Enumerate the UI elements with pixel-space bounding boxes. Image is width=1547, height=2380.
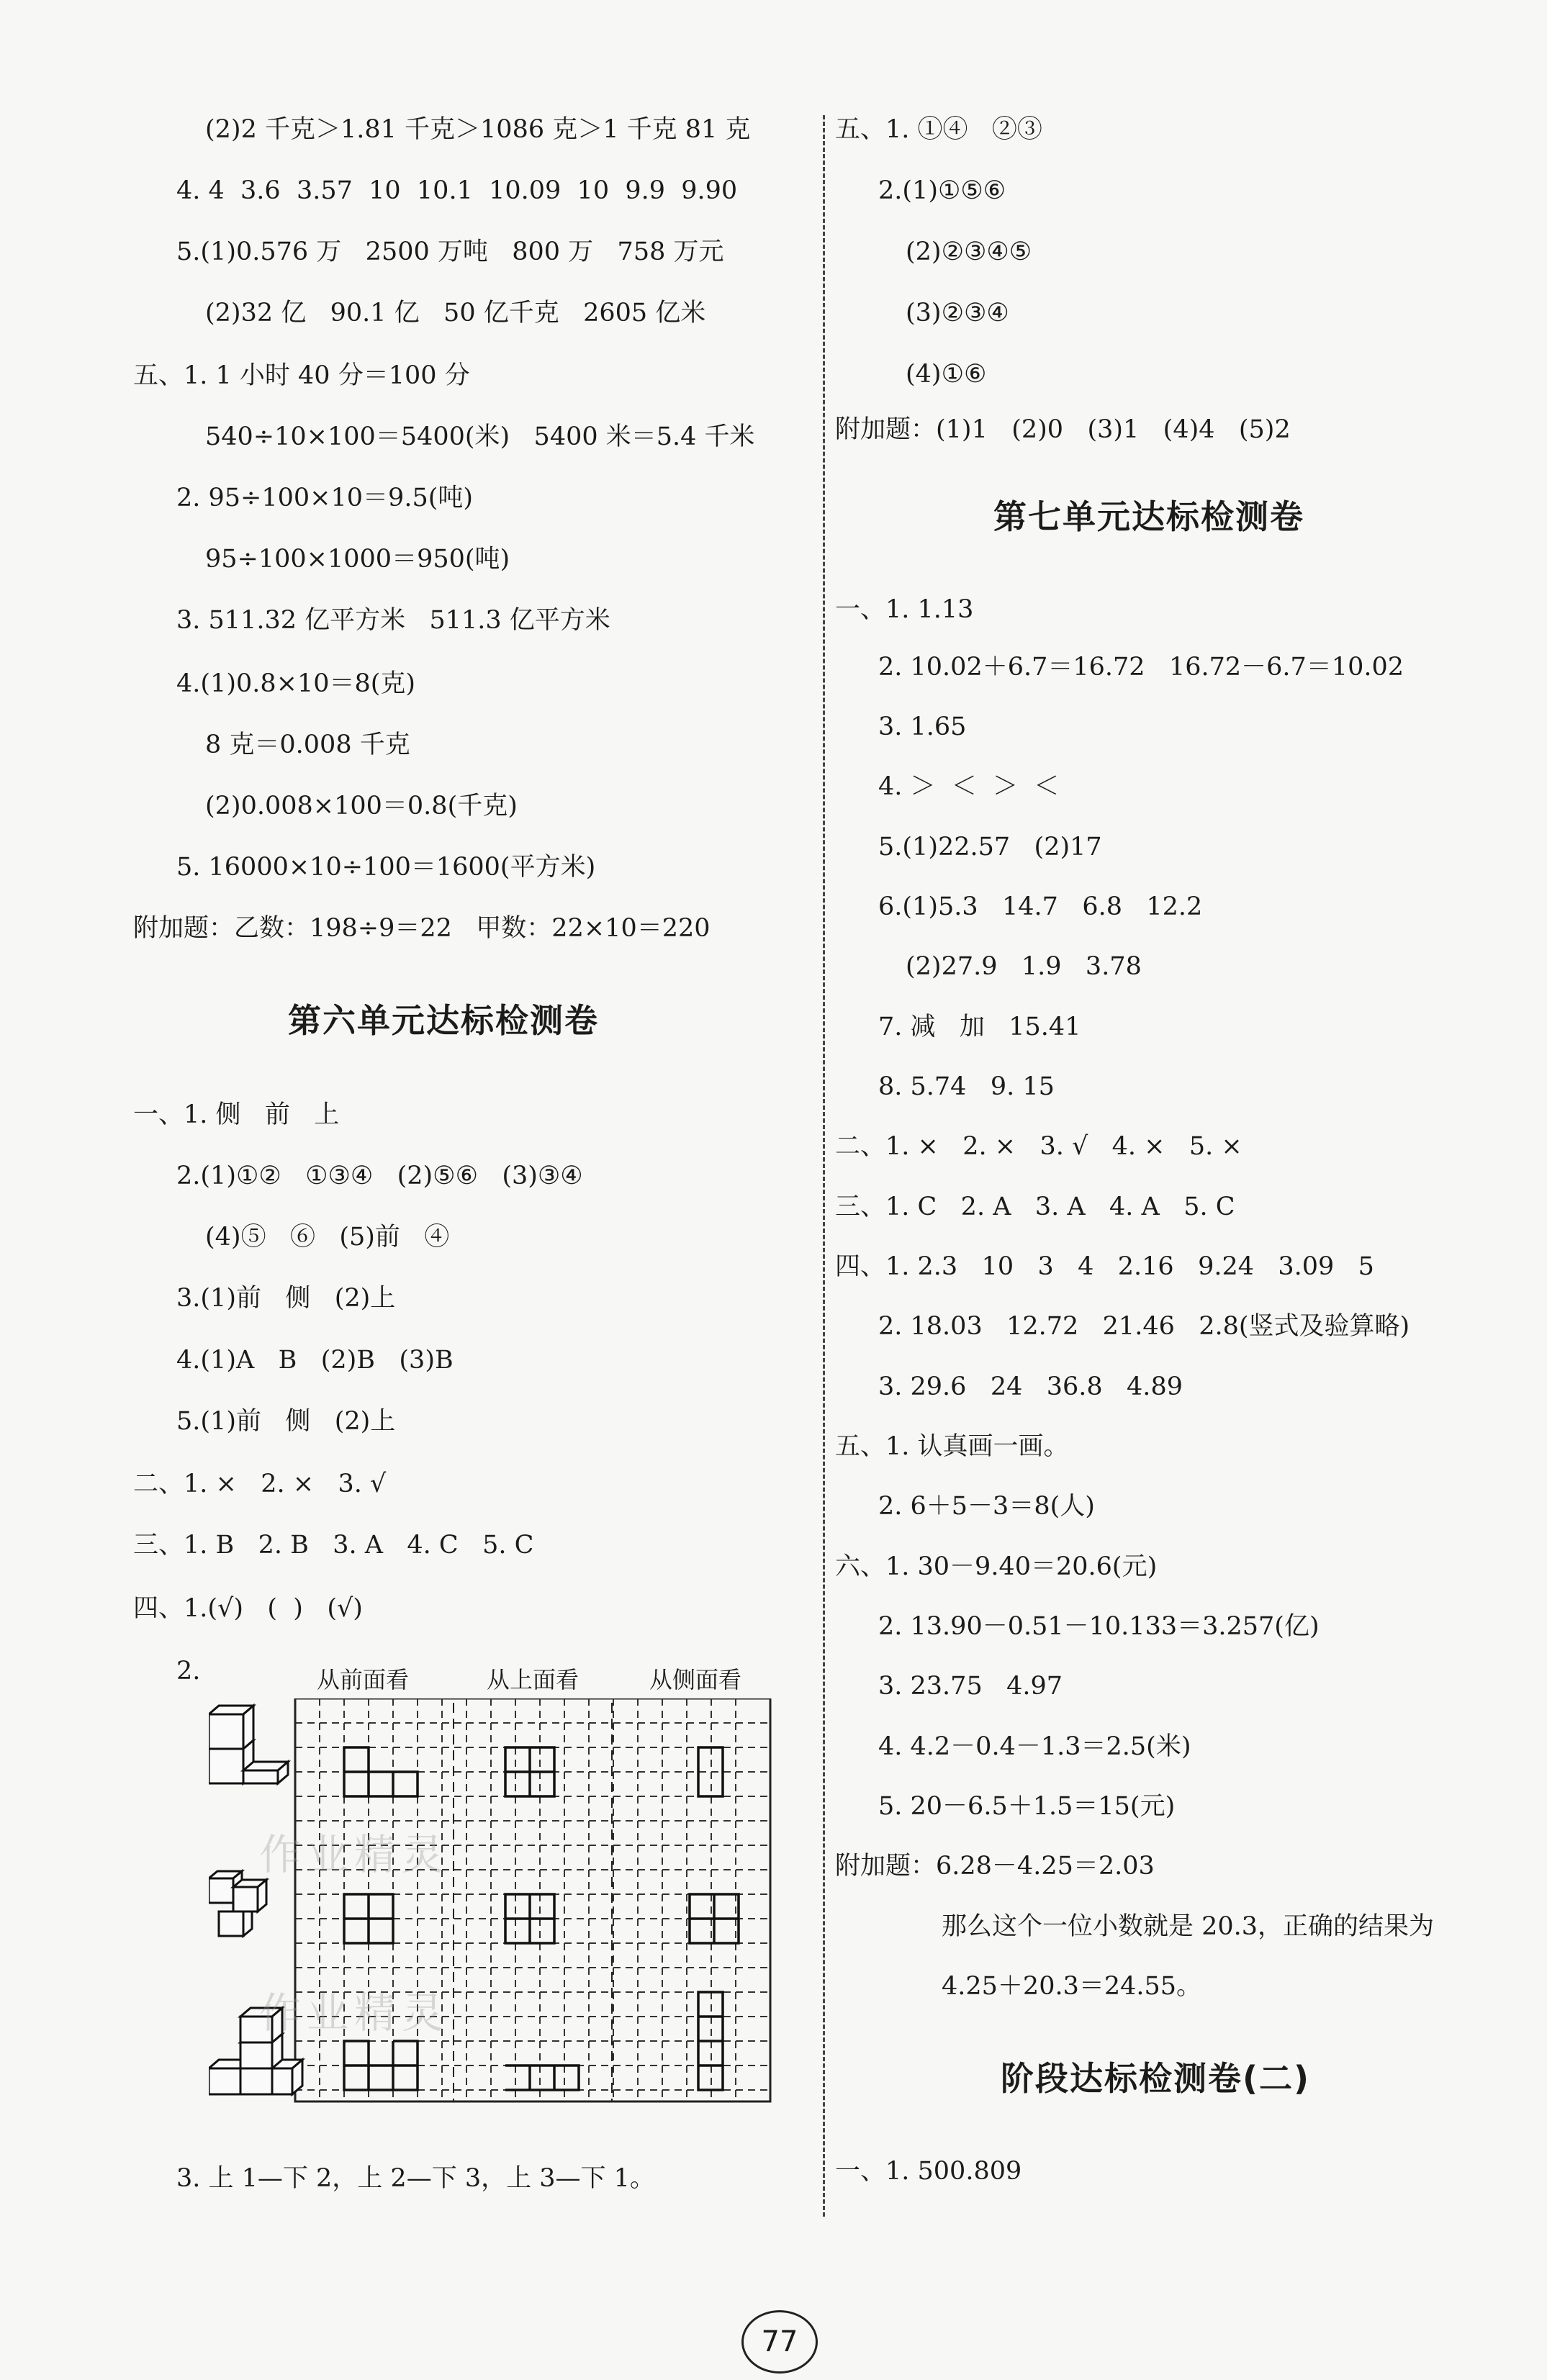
unit6-title: 第六单元达标检测卷 (288, 1001, 599, 1040)
grid-header-top: 从上面看 (487, 1666, 579, 1693)
answer-line: 2. 18.03 12.72 21.46 2.8(竖式及验算略) (878, 1312, 1410, 1341)
answer-line: 2. 95÷100×10＝9.5(吨) (176, 484, 474, 512)
answer-line: 五、1. 1 小时 40 分＝100 分 (133, 361, 470, 390)
unit7-title: 第七单元达标检测卷 (993, 497, 1304, 536)
answer-line: 4.(1)0.8×10＝8(克) (176, 669, 416, 698)
answer-line: 4.25＋20.3＝24.55。 (942, 1972, 1202, 2001)
answer-line: (2)2 千克＞1.81 千克＞1086 克＞1 千克 81 克 (205, 115, 751, 144)
answer-line: 一、1. 1.13 (835, 595, 974, 624)
answer-line: (2)②③④⑤ (906, 237, 1032, 266)
answer-line: 六、1. 30－9.40＝20.6(元) (835, 1552, 1158, 1581)
answer-line: 3. 29.6 24 36.8 4.89 (878, 1372, 1183, 1401)
answer-line: 5.(1)前 侧 (2)上 (176, 1407, 396, 1436)
answer-line: (2)0.008×100＝0.8(千克) (205, 792, 518, 820)
answer-line: 附加题：6.28－4.25＝2.03 (835, 1852, 1155, 1881)
answer-line: 3. 511.32 亿平方米 511.3 亿平方米 (176, 606, 610, 635)
answer-line: (3)②③④ (906, 299, 1009, 327)
answer-line: 四、1.(√) ( ) (√) (133, 1594, 363, 1623)
answer-line: 2. 10.02＋6.7＝16.72 16.72－6.7＝10.02 (878, 653, 1404, 682)
answer-line: 6.(1)5.3 14.7 6.8 12.2 (878, 892, 1203, 921)
answer-line: 2. 6＋5－3＝8(人) (878, 1492, 1095, 1521)
watermark: 作业精灵 (259, 1988, 450, 2037)
answer-line: 3. 23.75 4.97 (878, 1672, 1063, 1701)
answer-line: 5. 16000×10÷100＝1600(平方米) (176, 853, 596, 882)
answer-line: 五、1. ①④ ②③ (835, 115, 1042, 144)
answer-line: 8. 5.74 9. 15 (878, 1072, 1055, 1101)
answer-line: 附加题：乙数：198÷9＝22 甲数：22×10＝220 (133, 914, 711, 943)
cube-figure-2 (209, 1871, 266, 1936)
three-view-figure (209, 1698, 777, 2116)
answer-line: 5.(1)0.576 万 2500 万吨 800 万 758 万元 (176, 237, 724, 266)
answer-line: (4)⑤ ⑥ (5)前 ④ (205, 1223, 450, 1252)
answer-line: 二、1. × 2. × 3. √ (133, 1470, 387, 1498)
answer-line: 三、1. B 2. B 3. A 4. C 5. C (133, 1531, 534, 1560)
answer-line: 附加题：(1)1 (2)0 (3)1 (4)4 (5)2 (835, 415, 1291, 444)
answer-line: 四、1. 2.3 10 3 4 2.16 9.24 3.09 5 (835, 1252, 1374, 1281)
answer-line: 3. 1.65 (878, 712, 967, 741)
answer-line: 2.(1)①⑤⑥ (878, 176, 1006, 205)
answer-line: (4)①⑥ (906, 360, 987, 389)
answer-line: 一、1. 侧 前 上 (133, 1100, 340, 1129)
answer-line: 3. 上 1—下 2，上 2—下 3，上 3—下 1。 (176, 2164, 655, 2193)
answer-line: 4.(1)A B (2)B (3)B (176, 1346, 454, 1375)
answer-line: 4. 4 3.6 3.57 10 10.1 10.09 10 9.9 9.90 (176, 176, 738, 205)
answer-line: (2)32 亿 90.1 亿 50 亿千克 2605 亿米 (205, 299, 706, 327)
answer-line: 4. 4.2－0.4－1.3＝2.5(米) (878, 1732, 1191, 1761)
answer-line: 5. 20－6.5＋1.5＝15(元) (878, 1792, 1176, 1821)
grid-header-side: 从侧面看 (649, 1666, 742, 1693)
watermark: 作业精灵 (259, 1830, 450, 1879)
answer-line: 一、1. 500.809 (835, 2157, 1022, 2186)
answer-line: 7. 减 加 15.41 (878, 1013, 1081, 1041)
answer-line: 二、1. × 2. × 3. √ 4. × 5. × (835, 1132, 1242, 1161)
answer-line: 2. (176, 1657, 201, 1686)
answer-line: (2)27.9 1.9 3.78 (906, 952, 1142, 981)
answer-line: 3.(1)前 侧 (2)上 (176, 1284, 396, 1313)
answer-line: 五、1. 认真画一画。 (835, 1432, 1069, 1461)
page-number: 77 (741, 2310, 818, 2374)
answer-line: 8 克＝0.008 千克 (205, 730, 410, 759)
grid-header-front: 从前面看 (317, 1666, 410, 1693)
answer-line: 2. 13.90－0.51－10.133＝3.257(亿) (878, 1612, 1320, 1641)
answer-line: 4. ＞ ＜ ＞ ＜ (878, 772, 1060, 801)
stage-title: 阶段达标检测卷(二) (1001, 2059, 1311, 2098)
cube-figure-1 (209, 1706, 288, 1783)
answer-line: 2.(1)①② ①③④ (2)⑤⑥ (3)③④ (176, 1162, 583, 1190)
answer-line: 5.(1)22.57 (2)17 (878, 833, 1102, 861)
column-divider (823, 115, 825, 2217)
answer-line: 95÷100×1000＝950(吨) (205, 545, 510, 574)
answer-line: 那么这个一位小数就是 20.3，正确的结果为 (942, 1912, 1435, 1941)
answer-line: 三、1. C 2. A 3. A 4. A 5. C (835, 1193, 1235, 1221)
answer-line: 540÷10×100＝5400(米) 5400 米＝5.4 千米 (205, 422, 755, 451)
